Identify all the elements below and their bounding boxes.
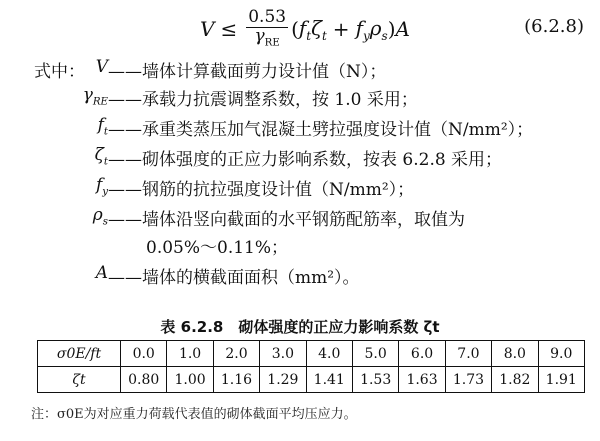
- table-cell: 5.0: [352, 341, 398, 367]
- coefficient-table: [37, 340, 585, 393]
- table-title: 表 6.2.8 砌体强度的正应力影响系数 ζt: [160, 318, 440, 336]
- table-cell: 3.0: [260, 341, 306, 367]
- equation-number: (6.2.8): [524, 16, 584, 37]
- definition-gamma-re: [0, 85, 600, 115]
- definition-fy: [0, 175, 600, 205]
- definition-text: ——钢筋的抗拉强度设计值（N/mm²）；: [108, 180, 415, 200]
- definition-rho-s: [0, 205, 600, 235]
- table-cell: 0.0: [121, 341, 167, 367]
- formula-expression: [200, 4, 410, 54]
- definition-symbol: $\zeta_t$: [94, 145, 108, 168]
- table-cell: 1.91: [538, 367, 584, 393]
- table-cell: 1.0: [167, 341, 213, 367]
- definition-text: ——承重类蒸压加气混凝土劈拉强度设计值（N/mm²）；: [108, 120, 534, 140]
- table-cell: 8.0: [492, 341, 538, 367]
- definition-continuation-text: 0.05%～0.11%；: [146, 238, 289, 258]
- table-cell: 1.16: [213, 367, 259, 393]
- row-header-sigma: σ0E/ft: [38, 341, 121, 367]
- term1-f: $f_t$: [298, 15, 312, 43]
- definition-symbol: $\rho_s$: [92, 205, 108, 228]
- formula-relation: ≤: [220, 17, 238, 41]
- table-cell: 1.00: [167, 367, 213, 393]
- term1-zeta: $\zeta_t$: [311, 15, 327, 43]
- term2-f: $f_y$: [355, 15, 370, 43]
- table-cell: 2.0: [213, 341, 259, 367]
- table-cell: 0.80: [121, 367, 167, 393]
- table-row: [38, 367, 585, 393]
- plus-sign: +: [332, 17, 350, 41]
- definition-text: ——墙体的横截面面积（mm²）。: [108, 268, 360, 288]
- formula-lhs: V: [200, 17, 215, 41]
- definition-symbol: V: [95, 57, 108, 77]
- fraction-numerator: 0.53: [248, 7, 287, 28]
- table-cell: 1.29: [260, 367, 306, 393]
- table-cell: 1.82: [492, 367, 538, 393]
- definition-symbol: $f_y$: [95, 175, 108, 198]
- definition-continuation: [0, 233, 600, 263]
- definition-text: ——砌体强度的正应力影响系数，按表 6.2.8 采用；: [108, 150, 503, 170]
- table-cell: 4.0: [306, 341, 352, 367]
- definitions-lead: 式中：: [34, 62, 85, 82]
- close-paren: ): [387, 17, 396, 41]
- definition-text: ——墙体计算截面剪力设计值（N）；: [108, 62, 387, 82]
- definition-text: ——墙体沿竖向截面的水平钢筋配筋率，取值为: [108, 210, 465, 230]
- open-paren: (: [291, 17, 299, 41]
- definition-text: ——承载力抗震调整系数，按 1.0 采用；: [108, 90, 418, 110]
- definition-ft: [0, 115, 600, 145]
- definition-zeta-t: [0, 145, 600, 175]
- table-row: [38, 341, 585, 367]
- formula-area: A: [395, 17, 410, 41]
- definition-symbol: A: [95, 263, 108, 283]
- table-cell: 7.0: [445, 341, 491, 367]
- table-cell: 1.41: [306, 367, 352, 393]
- formula-block: [0, 4, 600, 54]
- definition-symbol: $\gamma_{RE}$: [82, 85, 108, 108]
- table-cell: 1.63: [399, 367, 445, 393]
- definition-a: [0, 263, 600, 293]
- fraction-denominator: $\gamma_{RE}$: [254, 25, 280, 49]
- definition-v: [0, 57, 600, 87]
- table-cell: 6.0: [399, 341, 445, 367]
- formula-fraction: [246, 9, 288, 49]
- table-cell: 1.53: [352, 367, 398, 393]
- term2-rho: $\rho_s$: [369, 15, 388, 43]
- table-cell: 1.73: [445, 367, 491, 393]
- row-header-zeta: ζt: [38, 367, 121, 393]
- table-cell: 9.0: [538, 341, 584, 367]
- definition-symbol: $f_t$: [97, 115, 108, 138]
- table-note: 注：σ0E为对应重力荷载代表值的砌体截面平均压应力。: [31, 407, 357, 422]
